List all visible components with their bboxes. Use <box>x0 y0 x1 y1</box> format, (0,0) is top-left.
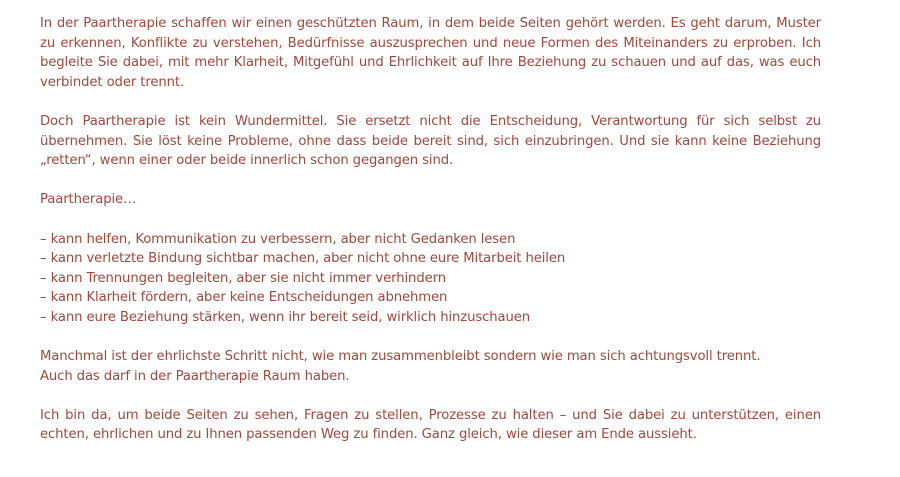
list-item: – kann verletzte Bindung sichtbar machen, aber nicht ohne eure Mitarbeit heilen <box>40 251 566 267</box>
list-intro: Paartherapie… <box>40 192 137 208</box>
paragraph-intro: In der Paartherapie schaffen wir einen geschützten Raum, in dem beide Seiten gehört werden. Es geht darum, Muster zu erkennen, Konflikte zu verstehen, Bedürfnisse auszusprechen und neue Formen des Miteinanders zu erproben. Ich begleite Sie dabei, mit mehr Klarheit, Mitgefühl und Ehrlichkeit auf Ihre Beziehung zu schauen und auf das, was euch verbindet oder trennt. <box>40 16 821 90</box>
paragraph-separation <box>40 347 821 386</box>
paragraph-separation-line: Manchmal ist der ehrlichste Schritt nicht, wie man zusammenbleibt sondern wie man sich achtungsvoll trennt. <box>40 349 761 365</box>
list-item: – kann helfen, Kommunikation zu verbessern, aber nicht Gedanken lesen <box>40 231 516 247</box>
paragraph-separation-line: Auch das darf in der Paartherapie Raum haben. <box>40 368 350 384</box>
list-item: – kann Klarheit fördern, aber keine Entscheidungen abnehmen <box>40 290 448 306</box>
paragraph-limits: Doch Paartherapie ist kein Wundermittel. Sie ersetzt nicht die Entscheidung, Verantwortung für sich selbst zu übernehmen. Sie löst keine Probleme, ohne dass beide bereit sind, sich einzubringen. Und sie kann keine Beziehung „retten“, wenn einer oder beide innerlich schon gegangen sind. <box>40 113 821 169</box>
list-item: – kann eure Beziehung stärken, wenn ihr bereit seid, wirklich hinzuschauen <box>40 309 531 325</box>
article-body <box>40 14 821 465</box>
paragraph-closing: Ich bin da, um beide Seiten zu sehen, Fragen zu stellen, Prozesse zu halten – und Sie dabei zu unterstützen, einen echten, ehrlichen und zu Ihnen passenden Weg zu finden. Ganz gleich, wie dieser am Ende aussieht. <box>40 407 821 443</box>
bullet-list <box>40 230 821 328</box>
list-item: – kann Trennungen begleiten, aber sie nicht immer verhindern <box>40 270 446 286</box>
